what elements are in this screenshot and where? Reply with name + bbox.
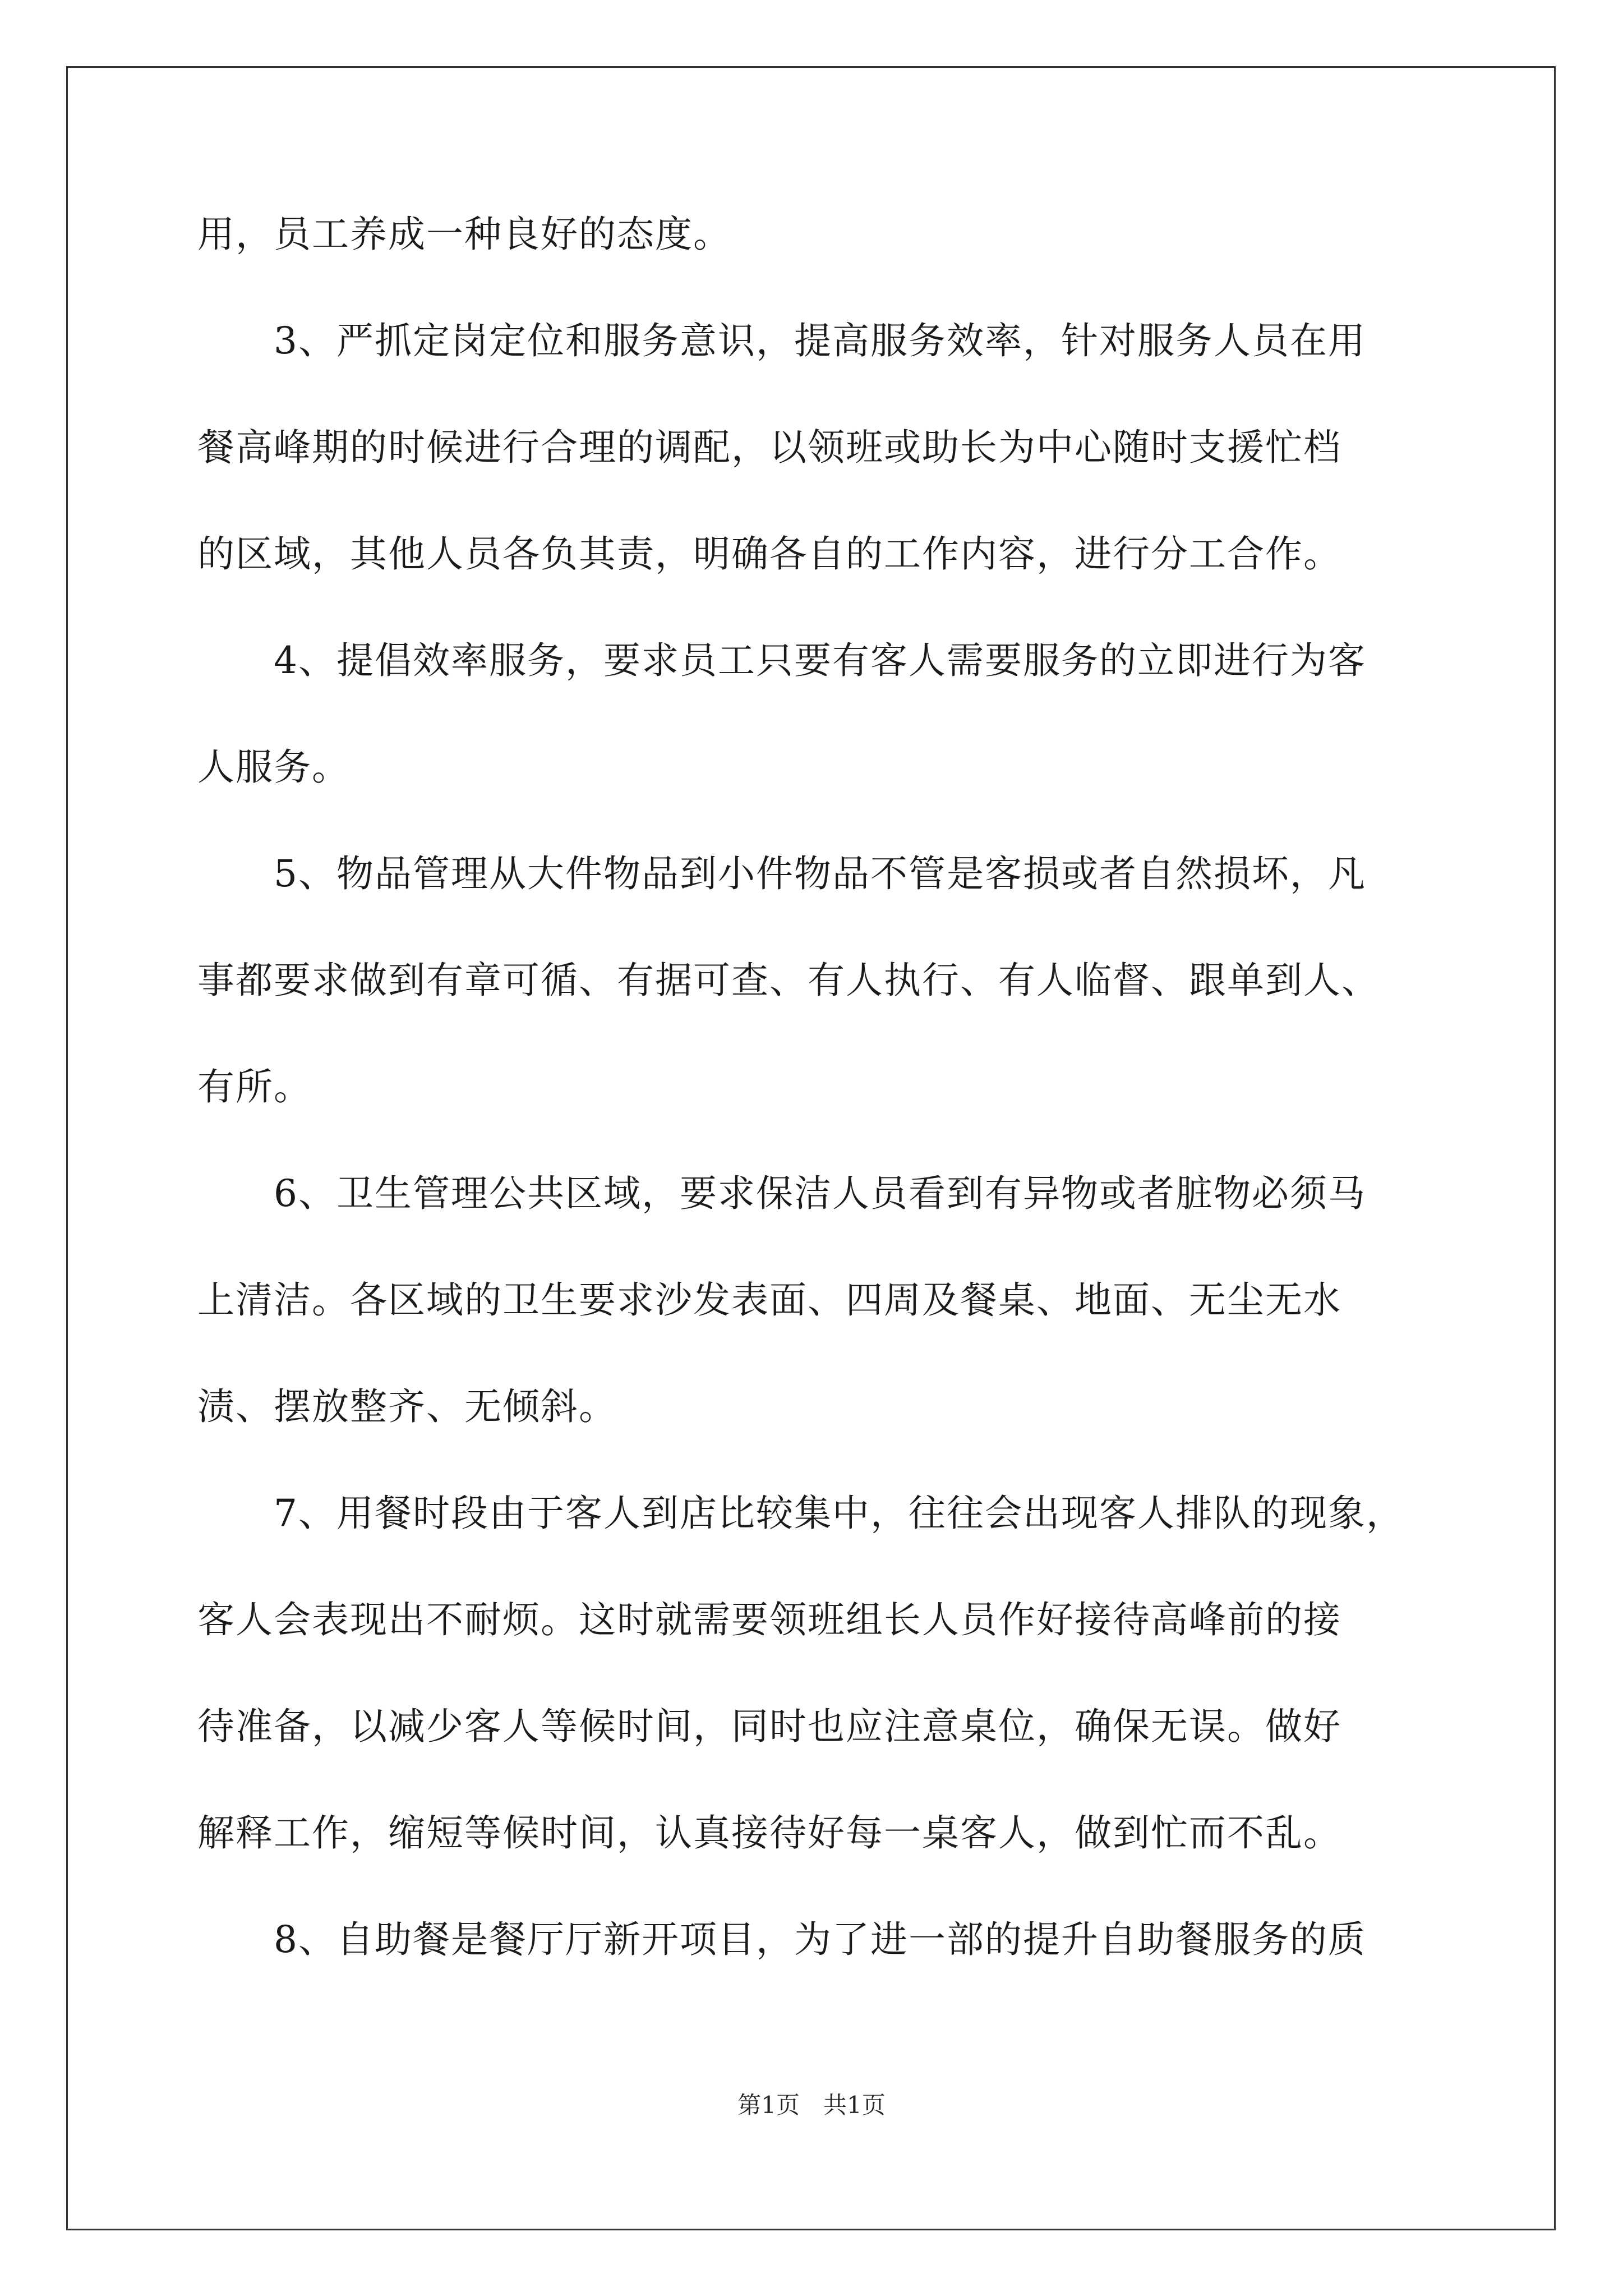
paragraph-line: 4、提倡效率服务，要求员工只要有客人需要服务的立即进行为客 (197, 639, 1366, 682)
paragraph-line: 的区域，其他人员各负其责，明确各自的工作内容，进行分工合作。 (197, 532, 1341, 576)
paragraph-line: 有所。 (197, 1065, 312, 1108)
paragraph-line: 上清洁。各区域的卫生要求沙发表面、四周及餐桌、地面、无尘无水 (197, 1278, 1341, 1322)
paragraph-line: 餐高峰期的时候进行合理的调配，以领班或助长为中心随时支援忙档 (197, 426, 1341, 469)
paragraph-line: 事都要求做到有章可循、有据可查、有人执行、有人临督、跟单到人、 (197, 959, 1380, 1002)
paragraph-line: 6、卫生管理公共区域，要求保洁人员看到有异物或者脏物必须马 (197, 1172, 1366, 1215)
paragraph-line: 8、自助餐是餐厅厅新开项目，为了进一部的提升自助餐服务的质 (197, 1918, 1366, 1961)
paragraph-line: 3、严抓定岗定位和服务意识，提高服务效率，针对服务人员在用 (197, 319, 1366, 362)
paragraph-line: 人服务。 (197, 746, 350, 789)
page-number-footer: 第1页 共1页 (737, 2091, 886, 2119)
page-border (66, 66, 1556, 2230)
paragraph-line: 渍、摆放整齐、无倾斜。 (197, 1385, 617, 1428)
paragraph-line: 客人会表现出不耐烦。这时就需要领班组长人员作好接待高峰前的接 (197, 1598, 1341, 1641)
paragraph-line: 5、物品管理从大件物品到小件物品不管是客损或者自然损坏，凡 (197, 852, 1366, 895)
paragraph-line: 待准备，以减少客人等候时间，同时也应注意桌位，确保无误。做好 (197, 1705, 1341, 1748)
paragraph-line: 7、用餐时段由于客人到店比较集中，往往会出现客人排队的现象， (197, 1492, 1404, 1535)
paragraph-line: 解释工作，缩短等候时间，认真接待好每一桌客人，做到忙而不乱。 (197, 1811, 1341, 1855)
paragraph-line: 用，员工养成一种良好的态度。 (197, 213, 731, 256)
